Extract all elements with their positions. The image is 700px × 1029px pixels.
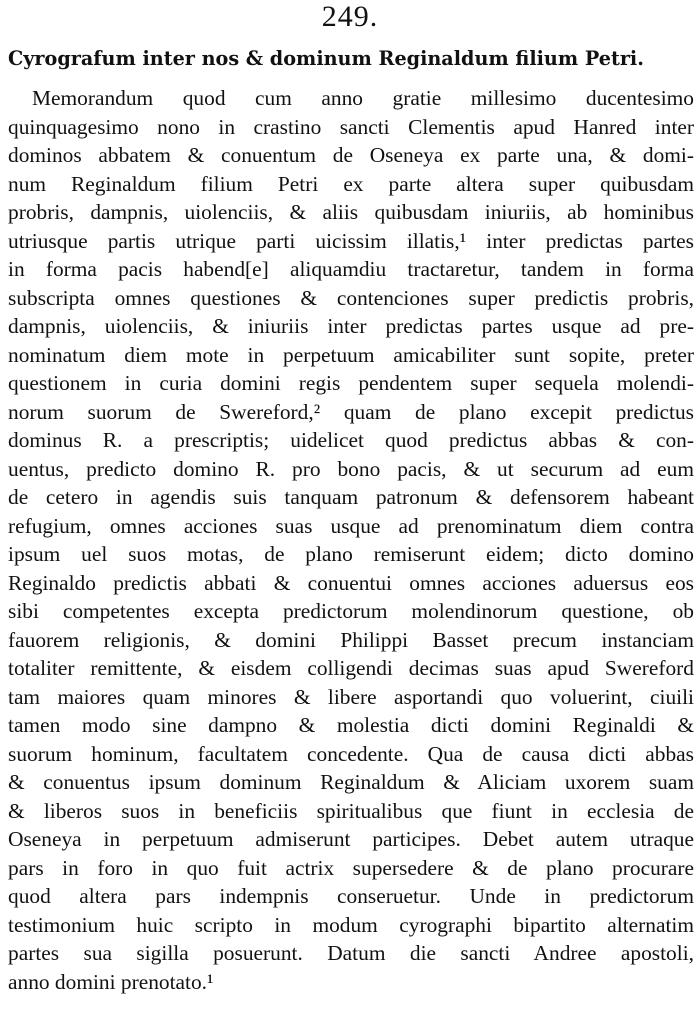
text-line: num Reginaldum filium Petri ex parte altera super quibusdam bbox=[8, 171, 694, 196]
text-line: de cetero in agendis suis tanquam patronum & defensorem habeant bbox=[8, 485, 694, 509]
text-line: Memorandum quod cum anno gratie millesimo ducentesimo bbox=[32, 86, 694, 110]
charter-body bbox=[8, 84, 694, 996]
text-line: questionem in curia domini regis pendentem super sequela molendi- bbox=[8, 371, 694, 395]
text-line: & conuentus ipsum dominum Reginaldum & Aliciam uxorem suam bbox=[8, 770, 694, 794]
text-line: Reginaldo predictis abbati & conuentui omnes acciones aduersus eos bbox=[8, 570, 694, 595]
text-line: norum suorum de Swereford,² quam de plano excepit predictus bbox=[8, 399, 694, 424]
text-line: fauorem religionis, & domini Philippi Basset precum instanciam bbox=[8, 627, 694, 652]
text-line: probris, dampnis, uiolenciis, & aliis quibusdam iniuriis, ab hominibus bbox=[8, 200, 694, 224]
text-line: dampnis, uiolenciis, & iniuriis inter predictas partes usque ad pre- bbox=[8, 314, 694, 338]
text-line: in forma pacis habend[e] aliquamdiu tractaretur, tandem in forma bbox=[8, 257, 694, 281]
text-line: nominatum diem mote in perpetuum amicabiliter sunt sopite, preter bbox=[8, 342, 694, 367]
text-line: utriusque partis utrique parti uicissim illatis,¹ inter predictas partes bbox=[8, 228, 694, 253]
text-line: quod altera pars indempnis conseruetur. Unde in predictorum bbox=[8, 884, 694, 908]
text-line: refugium, omnes acciones suas usque ad prenominatum diem contra bbox=[8, 513, 694, 538]
text-line: Oseneya in perpetuum admiserunt participes. Debet autem utraque bbox=[8, 827, 694, 851]
text-line: dominos abbatem & conuentum de Oseneya ex parte una, & domi- bbox=[8, 143, 694, 167]
text-line: partes sua sigilla posuerunt. Datum die sancti Andree apostoli, bbox=[8, 941, 694, 965]
text-line: anno domini prenotato.¹ bbox=[8, 969, 214, 994]
text-line: dominus R. a prescriptis; uidelicet quod predictus abbas & con- bbox=[8, 428, 694, 452]
text-line: ipsum uel suos motas, de plano remiserunt eidem; dicto domino bbox=[8, 542, 694, 566]
text-line: testimonium huic scripto in modum cyrographi bipartito alternatim bbox=[8, 912, 694, 937]
text-line: totaliter remittente, & eisdem colligendi decimas suas apud Swereford bbox=[8, 656, 694, 680]
text-line: pars in foro in quo fuit actrix supersedere & de plano procurare bbox=[8, 855, 694, 880]
text-line: tamen modo sine dampno & molestia dicti domini Reginaldi & bbox=[8, 713, 694, 737]
text-line: sibi competentes excepta predictorum molendinorum questione, ob bbox=[8, 599, 694, 623]
text-line: subscripta omnes questiones & contenciones super predictis probris, bbox=[8, 285, 694, 310]
text-line: quinquagesimo nono in crastino sancti Clementis apud Hanred inter bbox=[8, 114, 694, 139]
text-line: suorum hominum, facultatem concedente. Qua de causa dicti abbas bbox=[8, 741, 694, 766]
text-line: uentus, predicto domino R. pro bono pacis, & ut securum ad eum bbox=[8, 456, 694, 481]
text-line: tam maiores quam minores & libere asportandi quo voluerint, ciuili bbox=[8, 684, 694, 709]
text-line: & liberos suos in beneficiis spiritualibus que fiunt in ecclesia de bbox=[8, 798, 694, 823]
charter-heading: Cyrografum inter nos & dominum Reginaldum filium Petri. bbox=[8, 47, 644, 70]
page-number: 249. bbox=[321, 0, 379, 33]
